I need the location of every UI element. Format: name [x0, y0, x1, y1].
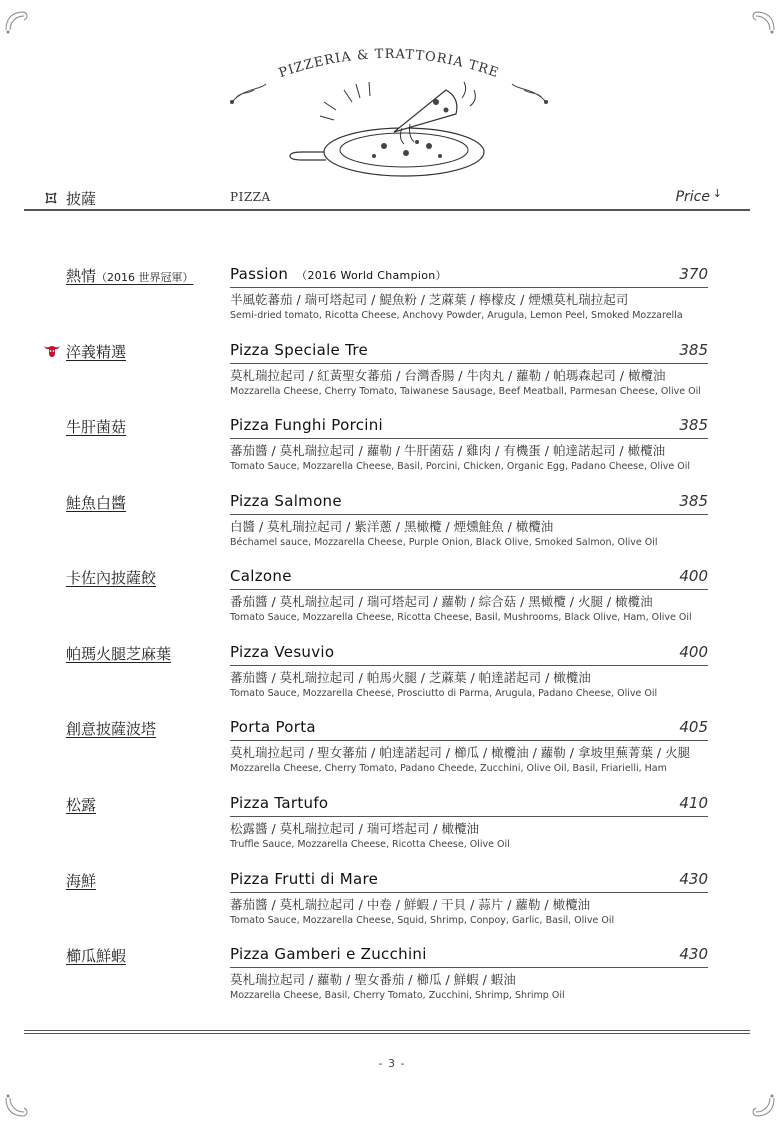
- price-column-label: Price: [675, 189, 710, 205]
- corner-ornament-bottom-left-icon: [2, 1090, 32, 1120]
- item-name-en: Pizza Vesuvio: [230, 643, 335, 661]
- item-name-en: Porta Porta: [230, 718, 316, 736]
- item-name-zh: 創意披薩波塔: [66, 720, 157, 738]
- item-ingredients-zh: 番茄醬 / 莫札瑞拉起司 / 瑞可塔起司 / 蘿勒 / 綜合菇 / 黑橄欖 / 火腿 / 橄欖油: [230, 594, 653, 609]
- item-ingredients-en: Béchamel sauce, Mozzarella Cheese, Purple Onion, Black Olive, Smoked Salmon, Olive Oil: [230, 537, 658, 548]
- item-name-en: Pizza Frutti di Mare: [230, 870, 379, 888]
- item-ingredients-zh: 蕃茄醬 / 莫札瑞拉起司 / 蘿勒 / 牛肝菌菇 / 雞肉 / 有機蛋 / 帕達諾起司 / 橄欖油: [230, 443, 666, 458]
- item-title-row: [230, 492, 708, 515]
- item-ingredients-en: Mozzarella Cheese, Cherry Tomato, Padano Cheede, Zucchini, Olive Oil, Basil, Friarielli, Ham: [230, 763, 667, 774]
- item-ingredients-en: Tomato Sauce, Mozzarella Cheese, Squid, Shrimp, Conpoy, Garlic, Basil, Olive Oil: [230, 915, 615, 926]
- item-name-zh: 海鮮: [66, 872, 97, 890]
- item-name-zh: 鮭魚白醬: [66, 494, 127, 512]
- restaurant-logo: [224, 40, 554, 185]
- item-name-en-note: （2016 World Champion）: [296, 269, 447, 282]
- item-title-row: [230, 643, 708, 666]
- item-name-en: Pizza Speciale Tre: [230, 341, 369, 359]
- item-ingredients-en: Truffle Sauce, Mozzarella Cheese, Ricotta Cheese, Olive Oil: [230, 839, 510, 850]
- item-name-zh: 淬義精選: [66, 343, 127, 361]
- item-ingredients-zh: 莫札瑞拉起司 / 紅黃聖女蕃茄 / 台灣香腸 / 牛肉丸 / 蘿勒 / 帕瑪森起司 / 橄欖油: [230, 368, 666, 383]
- item-price: 400: [679, 643, 708, 661]
- item-name-en: Pizza Funghi Porcini: [230, 416, 383, 434]
- section-title-zh: 披薩: [66, 190, 97, 208]
- footer-divider: [24, 1033, 750, 1034]
- item-name-zh-note: （2016 世界冠軍）: [96, 271, 194, 284]
- item-ingredients-zh: 蕃茄醬 / 莫札瑞拉起司 / 帕馬火腿 / 芝蔴葉 / 帕達諾起司 / 橄欖油: [230, 670, 591, 685]
- menu-item: [0, 794, 784, 864]
- pizza-peel-illustration-icon: [224, 40, 554, 185]
- item-price: 430: [679, 945, 708, 963]
- header-divider: [24, 209, 750, 211]
- item-ingredients-en: Semi-dried tomato, Ricotta Cheese, Anchovy Powder, Arugula, Lemon Peel, Smoked Mozzarella: [230, 310, 683, 321]
- item-price: 430: [679, 870, 708, 888]
- item-name-zh: 櫛瓜鮮蝦: [66, 947, 127, 965]
- menu-item: [0, 341, 784, 411]
- item-title-row: [230, 567, 708, 590]
- item-title-row: [230, 265, 708, 288]
- item-title-row: [230, 718, 708, 741]
- item-name-en: Pizza Tartufo: [230, 794, 329, 812]
- menu-item: [0, 643, 784, 713]
- item-price: 400: [679, 567, 708, 585]
- page-number: - 3 -: [378, 1057, 406, 1070]
- price-arrow-icon: ↓: [712, 187, 722, 200]
- menu-item: [0, 416, 784, 486]
- section-header: [24, 185, 750, 211]
- item-price: 385: [679, 492, 708, 510]
- item-name-zh: 牛肝菌菇: [66, 418, 127, 436]
- item-price: 385: [679, 341, 708, 359]
- item-title-row: [230, 416, 708, 439]
- menu-item: [0, 265, 784, 335]
- corner-ornament-top-right-icon: [748, 8, 778, 38]
- item-ingredients-zh: 白醬 / 莫札瑞拉起司 / 紫洋蔥 / 黑橄欖 / 煙燻鮭魚 / 橄欖油: [230, 519, 554, 534]
- item-title-row: [230, 870, 708, 893]
- item-name-en: Pizza Gamberi e Zucchini: [230, 945, 427, 963]
- item-title-row: [230, 341, 708, 364]
- item-name-zh: 卡佐內披薩餃: [66, 569, 157, 587]
- corner-ornament-bottom-right-icon: [748, 1090, 778, 1120]
- item-ingredients-zh: 莫札瑞拉起司 / 蘿勒 / 聖女番茄 / 櫛瓜 / 鮮蝦 / 蝦油: [230, 972, 516, 987]
- footer-divider: [24, 1030, 750, 1031]
- item-name-en: Passion （2016 World Champion）: [230, 265, 447, 283]
- item-ingredients-en: Tomato Sauce, Mozzarella Cheese, Ricotta Cheese, Basil, Mushrooms, Black Olive, Ham, Olive Oil: [230, 612, 692, 623]
- item-price: 410: [679, 794, 708, 812]
- menu-item: [0, 567, 784, 637]
- item-ingredients-zh: 莫札瑞拉起司 / 聖女蕃茄 / 帕達諾起司 / 櫛瓜 / 橄欖油 / 蘿勒 / 拿坡里蕪菁葉 / 火腿: [230, 745, 691, 760]
- menu-item: [0, 718, 784, 788]
- item-ingredients-en: Mozzarella Cheese, Basil, Cherry Tomato, Zucchini, Shrimp, Shrimp Oil: [230, 990, 565, 1001]
- menu-item: [0, 870, 784, 940]
- section-title-en: PIZZA: [230, 190, 271, 204]
- flourish-icon: [44, 191, 58, 205]
- svg-text:– PIZZERIA & TRATTORIA TRE –: [224, 40, 501, 81]
- item-ingredients-en: Tomato Sauce, Mozzarella Cheese, Prosciutto di Parma, Arugula, Padano Cheese, Olive Oil: [230, 688, 658, 699]
- item-name-zh: 帕瑪火腿芝麻葉: [66, 645, 172, 663]
- item-ingredients-en: Tomato Sauce, Mozzarella Cheese, Basil, Porcini, Chicken, Organic Egg, Padano Cheese, Olive Oil: [230, 461, 690, 472]
- corner-ornament-top-left-icon: [2, 8, 32, 38]
- item-price: 385: [679, 416, 708, 434]
- item-ingredients-zh: 蕃茄醬 / 莫札瑞拉起司 / 中卷 / 鮮蝦 / 干貝 / 蒜片 / 蘿勒 / 橄欖油: [230, 897, 591, 912]
- item-name-en: Calzone: [230, 567, 292, 585]
- menu-item: [0, 492, 784, 562]
- bull-icon: [42, 343, 62, 359]
- item-price: 370: [679, 265, 708, 283]
- menu-item: [0, 945, 784, 1015]
- item-price: 405: [679, 718, 708, 736]
- item-ingredients-zh: 半風乾蕃茄 / 瑞可塔起司 / 鯷魚粉 / 芝蔴葉 / 檸檬皮 / 煙燻莫札瑞拉起司: [230, 292, 629, 307]
- item-name-zh: 松露: [66, 796, 97, 814]
- item-title-row: [230, 945, 708, 968]
- item-title-row: [230, 794, 708, 817]
- item-name-en: Pizza Salmone: [230, 492, 342, 510]
- item-ingredients-zh: 松露醬 / 莫札瑞拉起司 / 瑞可塔起司 / 橄欖油: [230, 821, 479, 836]
- item-name-zh: 熱情（2016 世界冠軍）: [66, 267, 194, 285]
- brand-name: PIZZERIA & TRATTORIA TRE: [276, 46, 502, 82]
- item-ingredients-en: Mozzarella Cheese, Cherry Tomato, Taiwanese Sausage, Beef Meatball, Parmesan Cheese, Olive Oil: [230, 386, 701, 397]
